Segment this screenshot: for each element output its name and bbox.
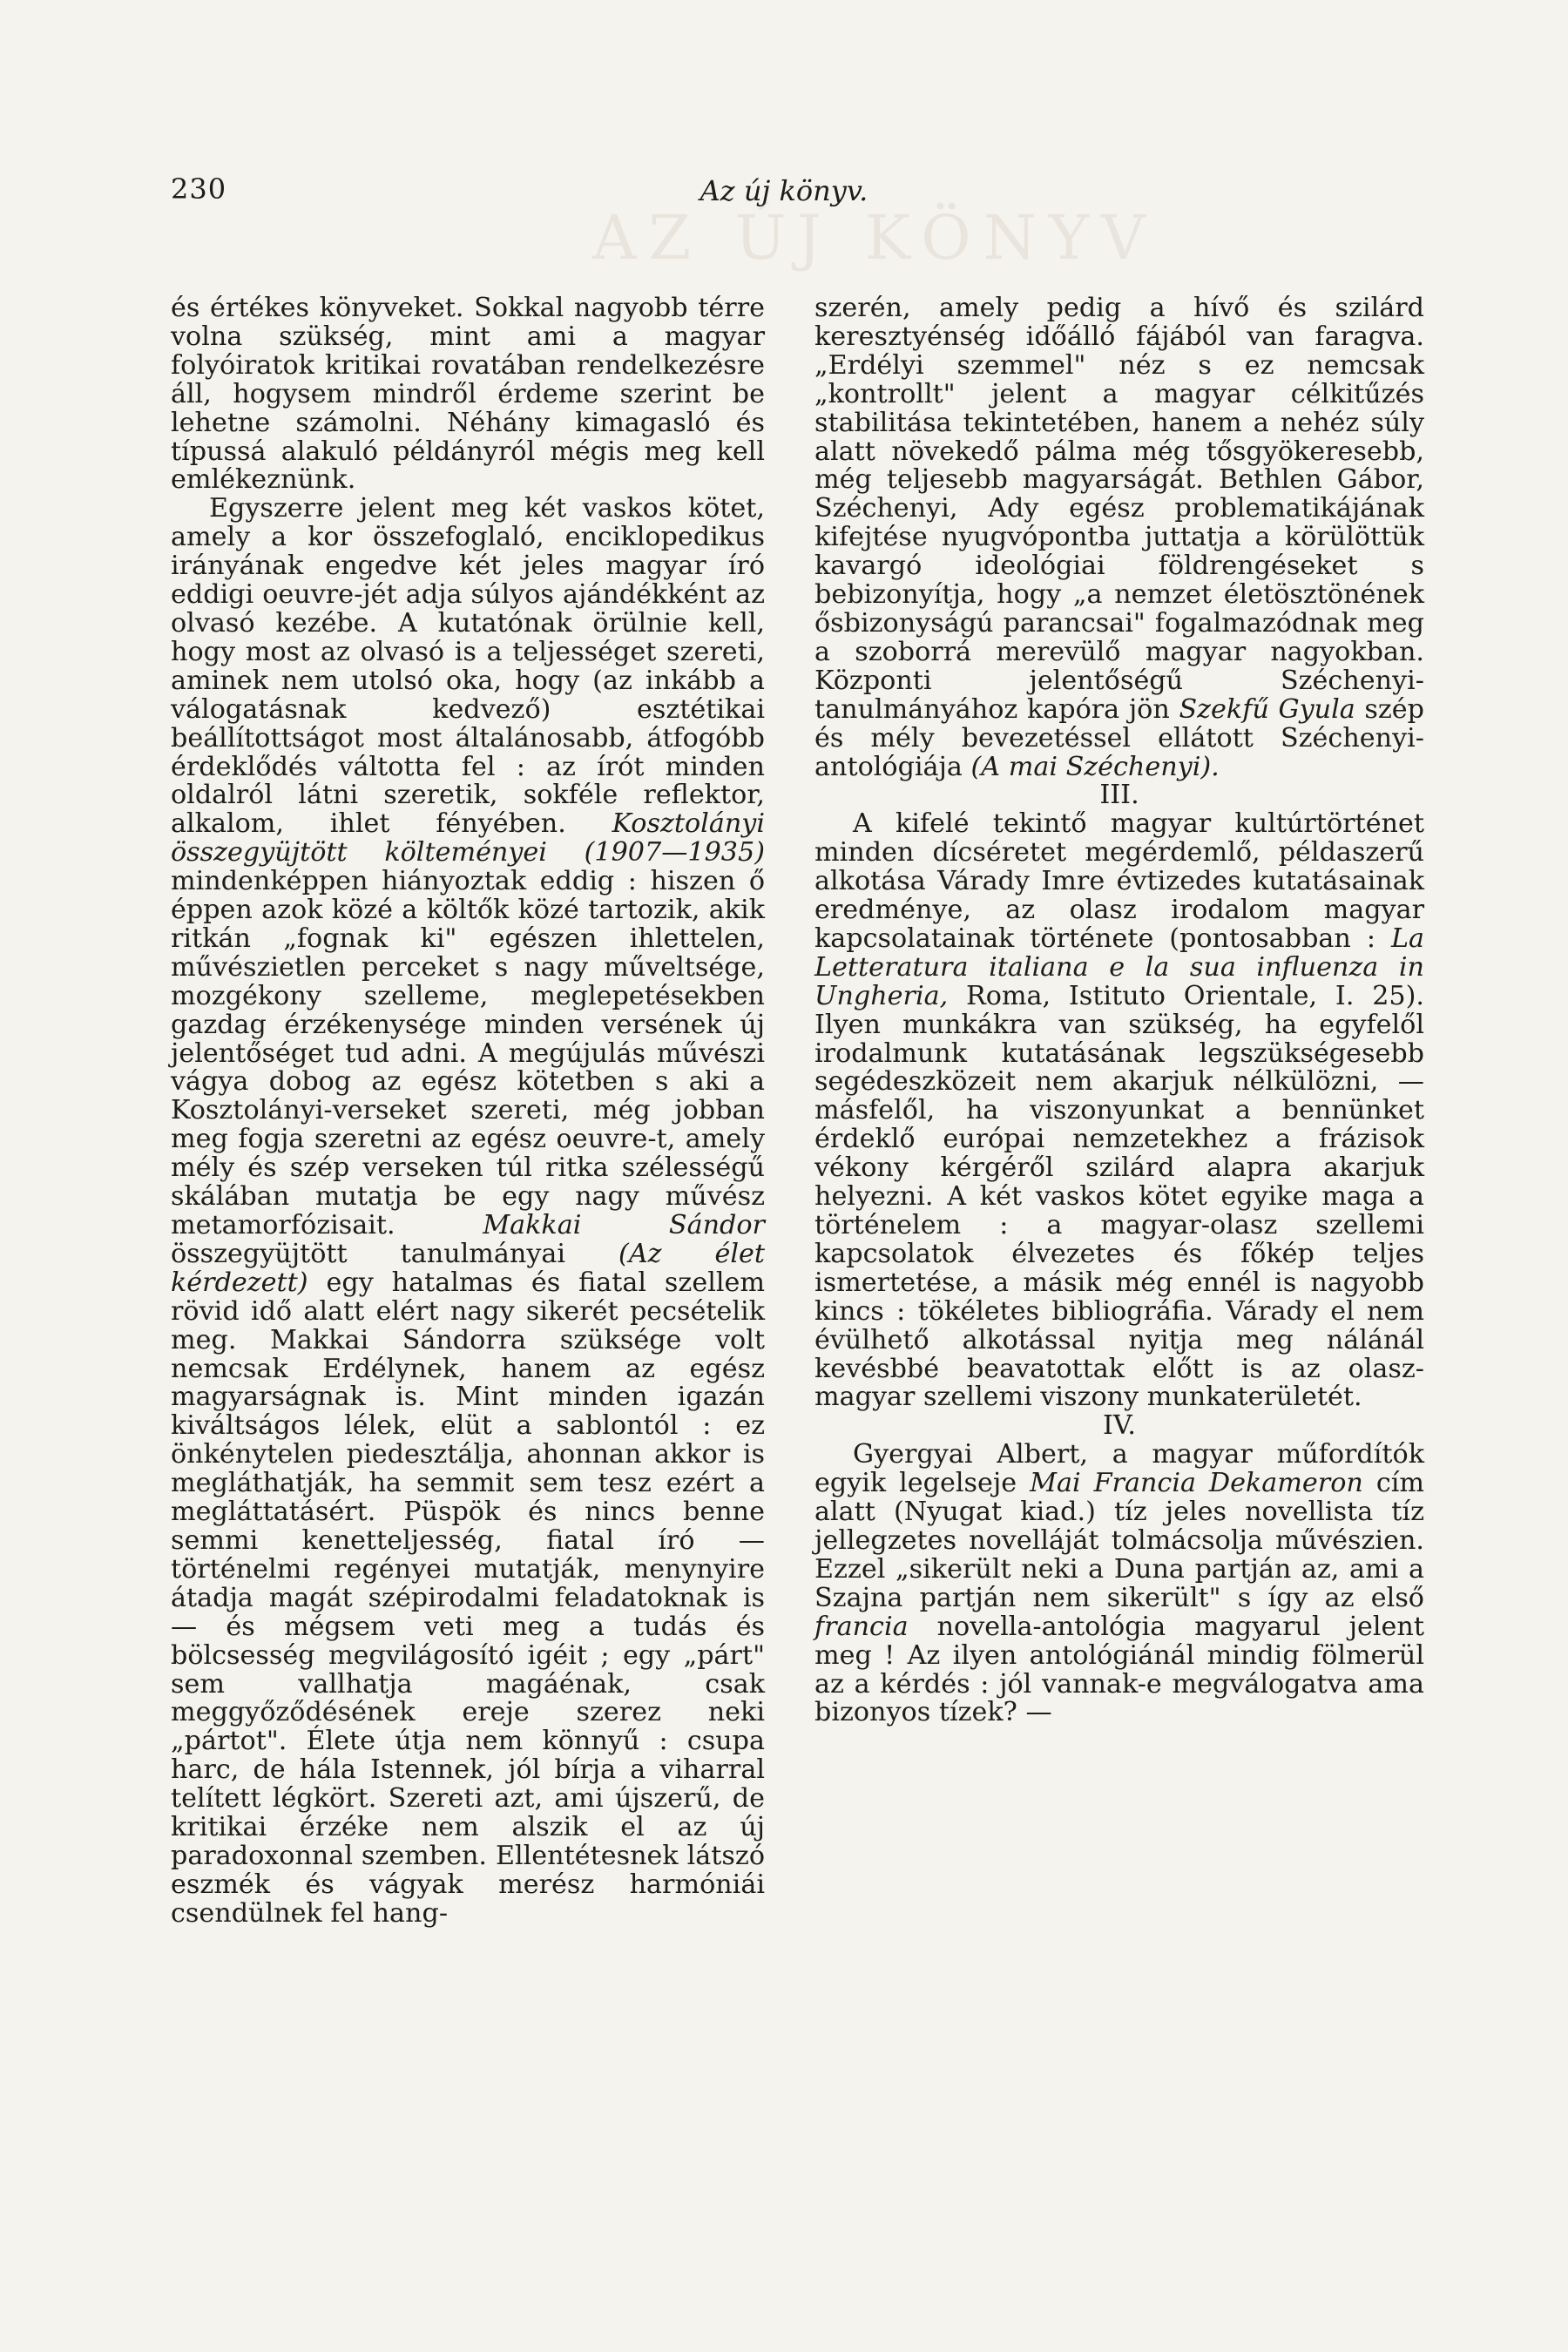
text-span: Egyszerre jelent meg két vaskos kötet, amely a kor összefoglaló, enciklopedikus irányának engedve két jeles magyar író eddigi oeuvre-jét adja súlyos ajándékként az olvasó kezébe. A kutatónak örülnie kell, hogy most az olvasó is a teljességet szereti, aminek nem utolsó oka, hogy (az inkább a válogatásnak kedvező) esztétikai beállítottságot most általánosabb, átfogóbb érdeklődés váltotta fel : az írót minden oldalról látni szeretik, sokféle reflektor, alkalom, ihlet fényében.: [171, 493, 765, 840]
paragraph-section-iv: [814, 1441, 1424, 1727]
italic-title-az-elet-kerdezett: (Az élet kérdezett): [171, 1238, 765, 1298]
text-span: cím alatt (Nyugat kiad.) tíz jeles novellista tíz jellegzetes novelláját tolmácsolja művészien. Ezzel „sikerült neki a Duna partján az, ami a Szajna partján nem sikerült" s így az első: [814, 1468, 1424, 1613]
italic-word-francia: francia: [814, 1611, 909, 1642]
italic-title-mai-francia-dekameron: Mai Francia Dekameron: [1030, 1468, 1363, 1499]
text-span: egy hatalmas és fiatal szellem rövid idő alatt elért nagy sikerét pecsételik meg. Makkai Sándorra szüksége volt nemcsak Erdélynek, hanem az egész magyarságnak is. Mint minden igazán kiváltságos lélek, elüt a sablontól : ez önkénytelen piedesztálja, ahonnan akkor is megláthatják, ha semmit sem tesz ezért a megláttatásért. Püspök és nincs benne semmi kenetteljesség, fiatal író — történelmi regényei mutatják, menynyire átadja magát szépirodalmi feladatoknak is — és mégsem veti meg a tudás és bölcsesség megvilágosító igéit ; egy „párt" sem vallhatja magáénak, csak meggyőződésének ereje szerez neki „pártot". Élete útja nem könnyű : csupa harc, de hála Istennek, jól bírja a viharral telített légkört. Szereti azt, ami újszerű, de kritikai érzéke nem alszik el az új paradoxonnal szemben. Ellentétesnek látszó eszmék és vágyak merész harmóniái csendülnek fel hang-: [171, 1267, 765, 1929]
paragraph-intro: és értékes könyveket. Sokkal nagyobb térre volna szükség, mint ami a magyar folyóiratok kritikai rovatában rendelkezésre áll, hogysem mindről érdeme szerint be lehetne számolni. Néhány kimagasló és típussá alakuló példányról mégis meg kell emlékeznünk.: [171, 293, 765, 496]
paragraph-continuation: [814, 294, 1424, 781]
right-column: [814, 294, 1424, 1727]
bleed-through-heading: AZ ÚJ KÖNYV: [592, 202, 1158, 274]
section-heading-iv: IV.: [1102, 1410, 1137, 1442]
left-column: [171, 294, 765, 1929]
running-title: Az új könyv.: [700, 174, 868, 207]
paragraph-section-iii: [814, 810, 1424, 1412]
section-heading-iii: III.: [1099, 780, 1139, 811]
text-span: Roma, Istituto Orientale, I. 25). Ilyen munkákra van szükség, ha egyfelől irodalmunk kutatásának legszükségesebb segédeszközeit nem akarjuk nélkülözni, — másfelől, ha viszonyunkat a bennünket érdeklő európai nemzetekhez a frázisok vékony kérgéről szilárd alapra akarjuk helyezni. A két vaskos kötet egyike maga a történelem : a magyar-olasz szellemi kapcsolatok élvezetes és főkép teljes ismertetése, a másik még ennél is nagyobb kincs : tökéletes bibliográfia. Várady el nem évülhető alkotással nyitja meg nálánál kevésbbé beavatottak előtt is az olasz-magyar szellemi viszony munkaterületét.: [814, 980, 1424, 1413]
paragraph-reviews: [171, 495, 765, 1928]
italic-title-la-letteratura: La Letteratura italiana e la sua influenza in Ungheria,: [814, 923, 1424, 1011]
text-span: szerén, amely pedig a hívő és szilárd keresztyénség időálló fájából van faragva. „Erdélyi szemmel" néz s ez nemcsak „kontrollt" jelent a magyar célkitűzés stabilitása tekintetében, hanem a nehéz súly alatt növekedő pálma még tősgyökeresebb, még teljesebb magyarságát. Bethlen Gábor, Széchenyi, Ady egész problematikájának kifejtése nyugvópontba juttatja a körülöttük kavargó ideológiai földrengéseket s bebizonyítja, hogy „a nemzet életösztönének ősbizonyságú parancsai" fogalmazódnak meg a szoborrá merevülő magyar nagyokban. Központi jelentőségű Széchenyi-tanulmányához kapóra jön: [814, 293, 1424, 725]
text-span: novella-antológia magyarul jelent meg ! Az ilyen antológiánál mindig fölmerül az a kérdés : jól vannak-e megválogatva ama bizonyos tízek? —: [814, 1611, 1424, 1728]
text-span: Gyergyai Albert, a magyar műfordítók egyik legelseje: [814, 1439, 1424, 1499]
text-span: A kifelé tekintő magyar kultúrtörténet minden dícséretet megérdemlő, példaszerű alkotása Várady Imre évtizedes kutatásainak eredménye, az olasz irodalom magyar kapcsolatainak története (pontosabban :: [814, 808, 1424, 954]
italic-author-makkai: Makkai Sándor: [483, 1210, 765, 1240]
text-span: összegyüjtött tanulmányai: [171, 1238, 566, 1269]
page-number: 230: [171, 172, 227, 206]
text-span: mindenképpen hiányoztak eddig : hiszen ő éppen azok közé a költők közé tartozik, akik ritkán „fognak ki" egészen ihlettelen, művészietlen perceket s nagy műveltsége, mozgékony szelleme, meglepetésekben gazdag érzékenysége minden versének új jelentőséget tud adni. A megújulás művészi vágya dobog az egész kötetben s aki a Kosztolányi-verseket szereti, még jobban meg fogja szeretni az egész oeuvre-t, amely mély és szép verseken túl ritka szélességű skálában mutatja be egy nagy művész metamorfózisait.: [171, 866, 765, 1240]
italic-author-szekfu: Szekfű Gyula: [1179, 693, 1355, 725]
italic-title-kosztolanyi: Kosztolányi összegyüjtött költeményei (1907—1935): [171, 808, 765, 868]
text-span: szép és mély bevezetéssel ellátott Széchenyi-antológiája: [814, 693, 1424, 782]
italic-title-a-mai-szechenyi: (A mai Széchenyi).: [970, 751, 1220, 782]
